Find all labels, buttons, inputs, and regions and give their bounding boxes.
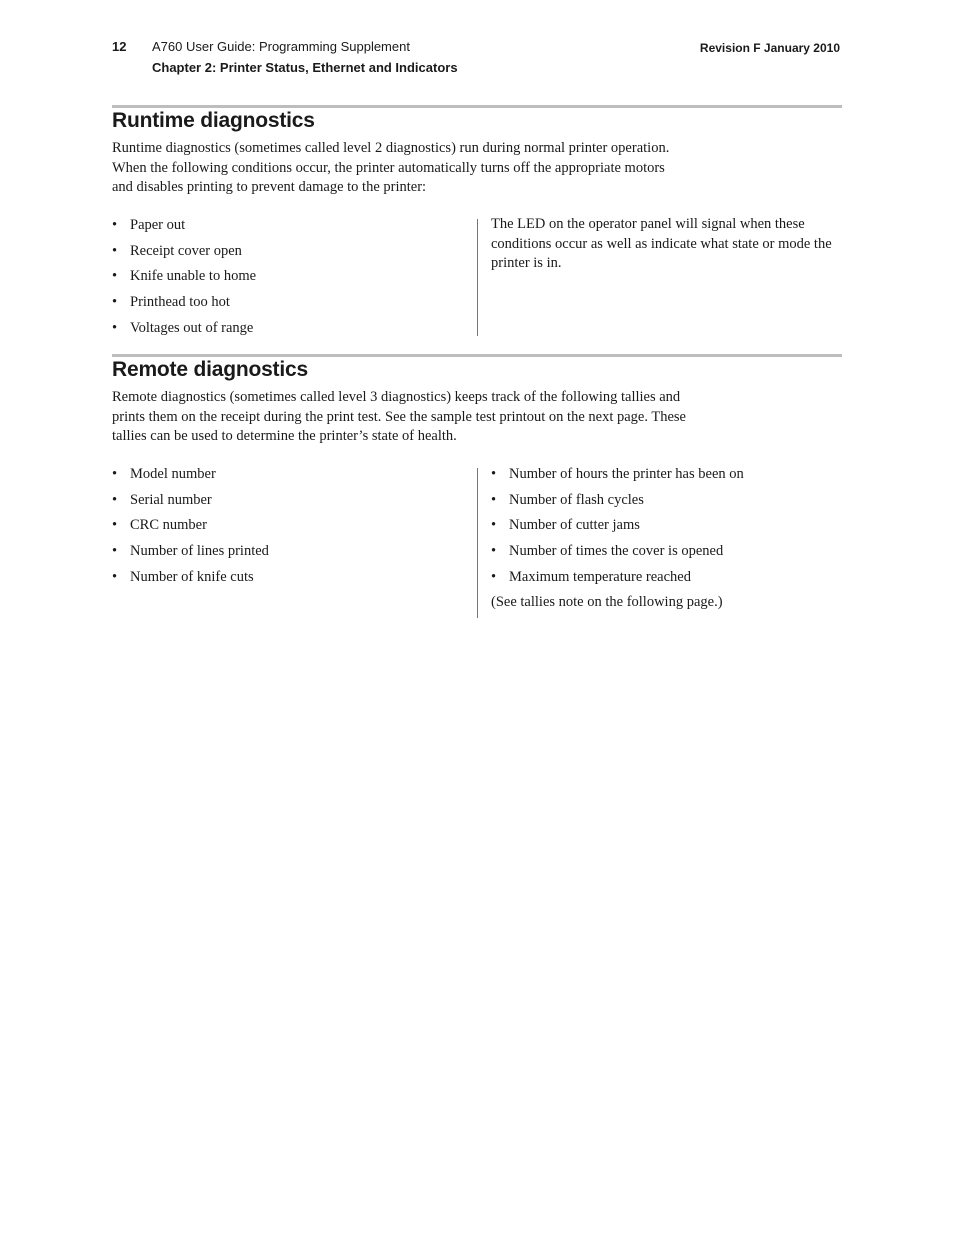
list-item: • Number of times the cover is opened xyxy=(491,543,724,560)
runtime-intro-line: and disables printing to prevent damage to the printer: xyxy=(112,179,427,196)
tallies-note: (See tallies note on the following page.) xyxy=(491,594,723,610)
column-divider xyxy=(477,219,478,336)
guide-title: A760 User Guide: Programming Supplement xyxy=(152,39,410,54)
section-rule-runtime xyxy=(112,105,842,108)
bullet-icon: • xyxy=(491,466,497,482)
led-note xyxy=(491,215,846,274)
column-divider xyxy=(477,468,478,618)
bullet-icon: • xyxy=(112,294,118,311)
led-note-line: conditions occur as well as indicate what state or mode the xyxy=(491,235,832,252)
bullet-icon: • xyxy=(112,319,118,336)
bullet-icon: • xyxy=(491,568,497,585)
remote-intro-line: tallies can be used to determine the printer’s state of health. xyxy=(112,428,457,445)
bullet-icon: • xyxy=(112,517,118,534)
list-item: • Number of knife cuts xyxy=(112,568,254,585)
bullet-icon: • xyxy=(112,217,118,233)
remote-intro-line: prints them on the receipt during the print test. See the sample test printout on the next page. These xyxy=(112,408,686,425)
bullet-icon: • xyxy=(491,491,497,508)
runtime-conditions-list xyxy=(112,216,256,344)
tallies-right-list xyxy=(491,465,744,593)
page-number: 12 xyxy=(112,39,127,54)
list-item: • Printhead too hot xyxy=(112,294,230,311)
bullet-icon: • xyxy=(112,268,118,285)
runtime-heading: Runtime diagnostics xyxy=(112,109,315,132)
led-note-line: printer is in. xyxy=(491,255,562,272)
revision-label: Revision F January 2010 xyxy=(699,41,840,55)
list-item: • Number of lines printed xyxy=(112,543,269,560)
list-item: • Number of hours the printer has been on xyxy=(491,466,744,482)
chapter-title: Chapter 2: Printer Status, Ethernet and Indicators xyxy=(152,60,458,75)
remote-heading: Remote diagnostics xyxy=(112,358,308,381)
tallies-left-list xyxy=(112,465,269,593)
list-item: • Knife unable to home xyxy=(112,268,257,285)
remote-intro xyxy=(112,388,732,447)
list-item: • Number of flash cycles xyxy=(491,491,644,508)
bullet-icon: • xyxy=(491,517,497,534)
bullet-icon: • xyxy=(112,568,118,585)
list-item: • Receipt cover open xyxy=(112,242,242,259)
list-item: • Serial number xyxy=(112,491,212,508)
bullet-icon: • xyxy=(112,543,118,560)
runtime-intro-line: When the following conditions occur, the printer automatically turns off the appropriate motors xyxy=(112,159,665,176)
list-item: • Paper out xyxy=(112,217,186,233)
runtime-intro-line: Runtime diagnostics (sometimes called level 2 diagnostics) run during normal printer operation. xyxy=(112,140,670,156)
list-item: • Maximum temperature reached xyxy=(491,568,691,585)
section-rule-remote xyxy=(112,354,842,357)
runtime-intro xyxy=(112,139,712,198)
remote-intro-line: Remote diagnostics (sometimes called level 3 diagnostics) keeps track of the following tallies and xyxy=(112,389,681,405)
bullet-icon: • xyxy=(491,543,497,560)
list-item: • Number of cutter jams xyxy=(491,517,640,534)
led-note-line: The LED on the operator panel will signal when these xyxy=(491,216,805,232)
bullet-icon: • xyxy=(112,466,118,482)
bullet-icon: • xyxy=(112,242,118,259)
list-item: • Voltages out of range xyxy=(112,319,254,336)
list-item: • Model number xyxy=(112,466,216,482)
list-item: • CRC number xyxy=(112,517,207,534)
bullet-icon: • xyxy=(112,491,118,508)
